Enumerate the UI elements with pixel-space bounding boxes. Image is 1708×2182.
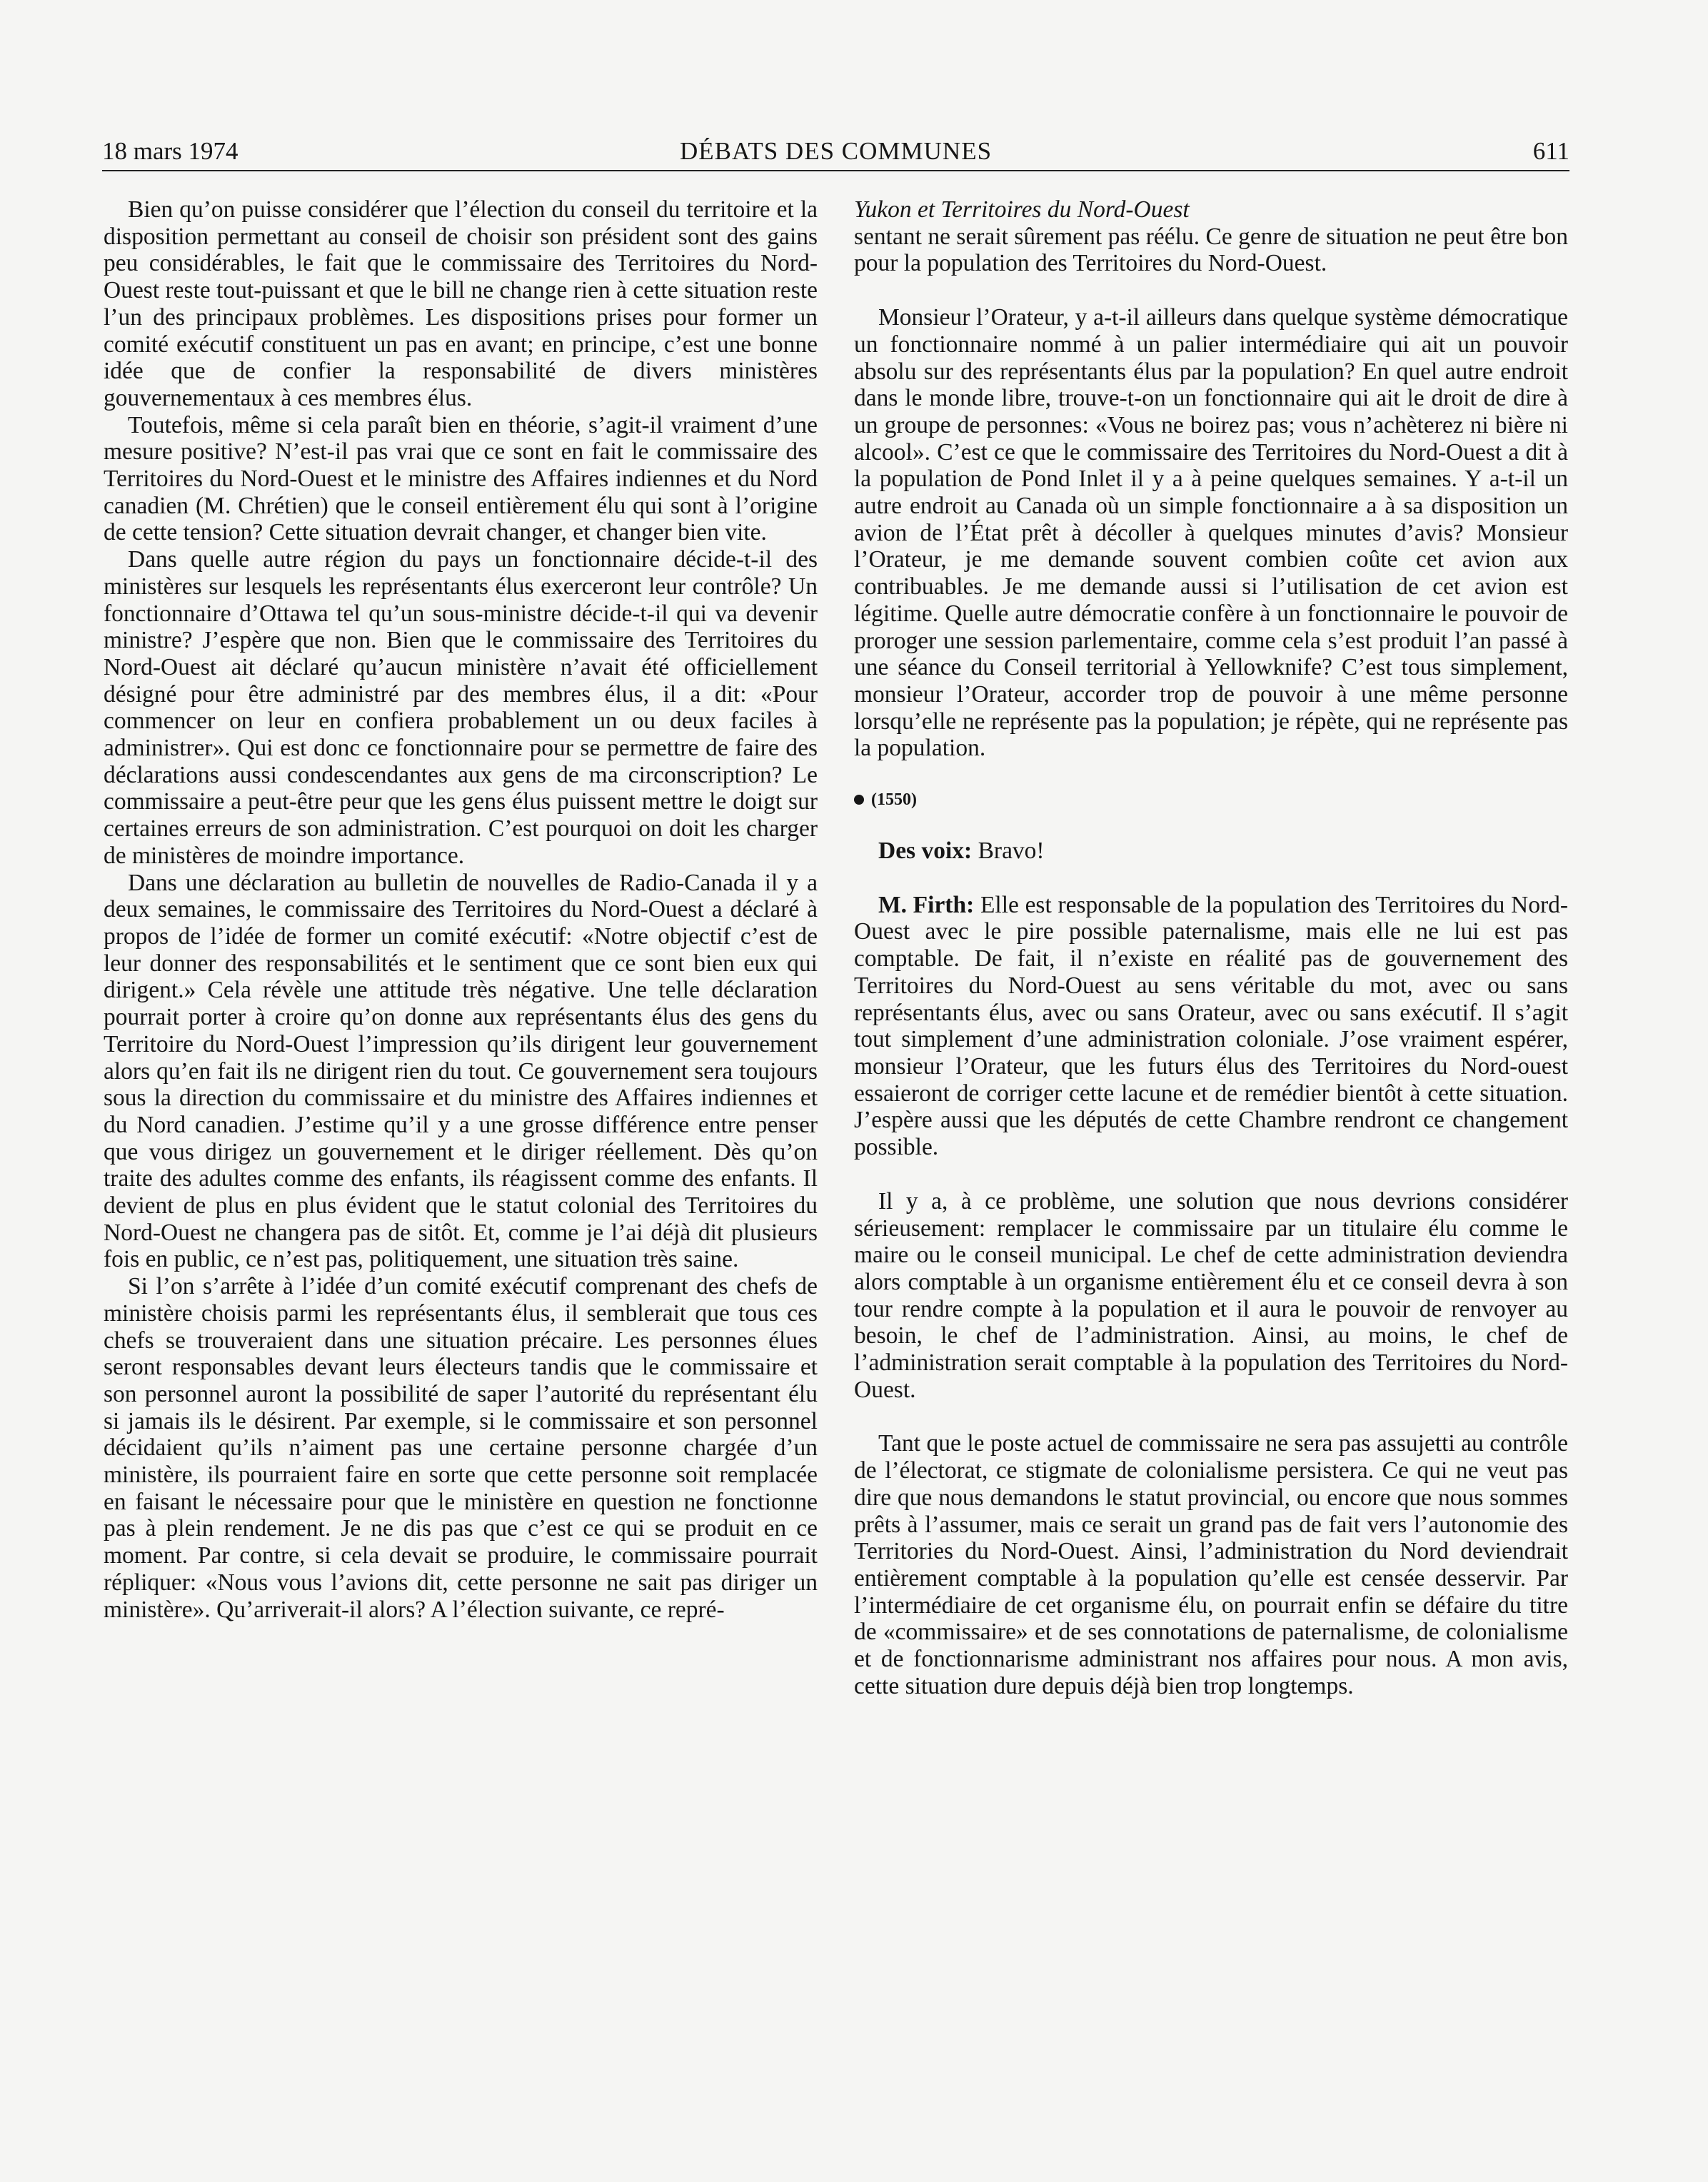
left-column (104, 196, 818, 1623)
right-column (854, 196, 1568, 1699)
time-marker (854, 789, 1568, 810)
speaker-name: M. Firth: (878, 891, 975, 918)
time-marker-text: (1550) (871, 790, 917, 810)
speech-firth (854, 892, 1568, 1161)
header-date: 18 mars 1974 (102, 137, 238, 165)
bullet-icon (854, 795, 864, 805)
paragraph: Si l’on s’arrête à l’idée d’un comité exécutif comprenant des chefs de ministère choisis parmi les représentants élus, il semblerait que tous ces chefs se trouveraient dans une situation précaire. Les personnes élues seront responsables devant leurs électeurs tandis que le commissaire et son personnel auront la possibilité de saper l’autorité du représentant élu si jamais ils le désirent. Par exemple, si le commissaire et son personnel décidaient qu’ils n’aiment pas une certaine personne chargée d’un ministère, ils pourraient faire en sorte que cette personne soit remplacée en faisant le nécessaire pour que le ministère en question ne fonctionne pas à plein rendement. Je ne dis pas que c’est ce qui se produit en ce moment. Par contre, si cela devait se produire, le commissaire pourrait répliquer: «Nous vous l’avions dit, cette personne ne sait pas diriger un ministère». Qu’arriverait-il alors? A l’élection suivante, ce repré- (104, 1273, 818, 1623)
paragraph-continuation: sentant ne serait sûrement pas réélu. Ce genre de situation ne peut être bon pour la population des Territoires du Nord-Ouest. (854, 223, 1568, 277)
section-heading: Yukon et Territoires du Nord-Ouest (854, 196, 1190, 223)
paragraph: Dans une déclaration au bulletin de nouvelles de Radio-Canada il y a deux semaines, le commissaire des Territoires du Nord-Ouest a déclaré à propos de l’idée de former un comité exécutif: «Notre objectif c’est de leur donner des responsabilités et le sentiment que ce sont bien eux qui dirigent.» Cela révèle une attitude très négative. Une telle déclaration pourrait porter à croire qu’on donne aux représentants élus des gens du Territoire du Nord-Ouest l’impression qu’ils dirigent leur gouvernement alors qu’en fait ils ne dirigent rien du tout. Ce gouvernement sera toujours sous la direction du commissaire et du ministre des Affaires indiennes et du Nord canadien. J’estime qu’il y a une grosse différence entre penser que vous dirigez un gouvernement et le diriger réellement. Dès qu’on traite des adultes comme des enfants, ils réagissent comme des enfants. Il devient de plus en plus évident que le statut colonial des Territoires du Nord-Ouest ne changera pas de sitôt. Et, comme je l’ai déjà dit plusieurs fois en public, ce n’est pas, politiquement, une situation très saine. (104, 869, 818, 1273)
header-page-number: 611 (1532, 137, 1569, 165)
paragraph: Dans quelle autre région du pays un fonctionnaire décide-t-il des ministères sur lesquels les représentants élus exerceront leur contrôle? Un fonctionnaire d’Ottawa tel qu’un sous-ministre décide-t-il qui va devenir ministre? J’espère que non. Bien que le commissaire des Territoires du Nord-Ouest ait déclaré qu’aucun ministère n’avait été officiellement désigné pour être administré par des membres élus, il a dit: «Pour commencer on leur en confiera probablement un ou deux faciles à administrer». Qui est donc ce fonctionnaire pour se permettre de faire des déclarations aussi condescendantes aux gens de ma circonscription? Le commissaire a peut-être peur que les gens élus puissent mettre le doigt sur certaines erreurs de son administration. C’est pourquoi on doit les charger de ministères de moindre importance. (104, 546, 818, 869)
paragraph: Bien qu’on puisse considérer que l’élection du conseil du territoire et la disposition permettant au conseil de choisir son président sont des gains peu considérables, le fait que le commissaire des Territoires du Nord-Ouest reste tout-puissant et que le bill ne change rien à cette situation reste l’un des principaux problèmes. Les dispositions prises pour former un comité exécutif constituent un pas en avant; en principe, c’est une bonne idée que de confier la responsabilité de divers ministères gouvernementaux à ces membres élus. (104, 196, 818, 411)
speech-text: Elle est responsable de la population des Territoires du Nord-Ouest avec le pire possible paternalisme, mais elle ne lui est pas comptable. De fait, il n’existe en réalité pas de gouvernement des Territoires du Nord-Ouest au sens véritable du mot, avec ou sans représentants élus, avec ou sans Orateur, avec ou sans exécutif. Il s’agit tout simplement d’une administration coloniale. J’ose vraiment espérer, monsieur l’Orateur, que les futurs élus des Territoires du Nord-ouest essaieront de corriger cette lacune et de remédier bientôt à cette situation. J’espère aussi que les députés de cette Chambre rendront ce changement possible. (854, 891, 1569, 1161)
paragraph: Il y a, à ce problème, une solution que nous devrions considérer sérieusement: remplacer le commissaire par un titulaire élu comme le maire ou le conseil municipal. Le chef de cette administration deviendra alors comptable à un organisme entièrement élu et ce conseil devra à son tour rendre compte à la population et il aura le pouvoir de renvoyer au besoin, le chef de l’administration. Ainsi, au moins, le chef de l’administration serait comptable à la population des Territoires du Nord-Ouest. (854, 1187, 1568, 1403)
paragraph: Toutefois, même si cela paraît bien en théorie, s’agit-il vraiment d’une mesure positive? N’est-il pas vrai que ce sont en fait le commissaire des Territoires du Nord-Ouest et le ministre des Affaires indiennes et du Nord canadien (M. Chrétien) que le conseil entièrement élu qui sont à l’origine de cette tension? Cette situation devrait changer, et changer bien vite. (104, 411, 818, 546)
speech-voices (854, 838, 1568, 865)
speaker-name: Des voix: (878, 838, 973, 865)
header-title: DÉBATS DES COMMUNES (679, 137, 993, 165)
page-header (102, 137, 1569, 171)
speech-text: Bravo! (972, 838, 1045, 865)
paragraph: Tant que le poste actuel de commissaire ne sera pas assujetti au contrôle de l’électorat, ce stigmate de colonialisme persistera. Ce qui ne veut pas dire que nous demandons le statut provincial, ou encore que nous sommes prêts à l’assumer, mais ce serait un grand pas de fait vers l’autonomie des Territories du Nord-Ouest. Ainsi, l’administration du Nord deviendrait entièrement comptable à la population qu’elle est censée desservir. Par l’intermédiaire de cet organisme élu, on pourrait enfin se défaire du titre de «commissaire» et de ses connotations de paternalisme, de colonialisme et de fonctionnarisme administrant nos affaires pour nous. A mon avis, cette situation dure depuis déjà bien trop longtemps. (854, 1430, 1568, 1699)
paragraph: Monsieur l’Orateur, y a-t-il ailleurs dans quelque système démocratique un fonctionnaire nommé à un palier intermédiaire qui ait un pouvoir absolu sur des représentants élus par la population? En quel autre endroit dans le monde libre, trouve-t-on un fonctionnaire qui ait le droit de dire à un groupe de personnes: «Vous ne boirez pas; vous n’achèterez ni bière ni alcool». C’est ce que le commissaire des Territoires du Nord-Ouest a dit à la population de Pond Inlet il y a à peine quelques semaines. Y a-t-il un autre endroit au Canada où un simple fonctionnaire a à sa disposition un avion de l’État prêt à décoller à quelques minutes d’avis? Monsieur l’Orateur, je me demande souvent combien coûte cet avion aux contribuables. Je me demande aussi si l’utilisation de cet avion est légitime. Quelle autre démocratie confère à un fonctionnaire le pouvoir de proroger une session parlementaire, comme cela s’est produit l’an passé à une séance du Conseil territorial à Yellowknife? C’est tous simplement, monsieur l’Orateur, accorder trop de pouvoir à une même personne lorsqu’elle ne représente pas la population; je répète, qui ne représente pas la population. (854, 304, 1568, 762)
